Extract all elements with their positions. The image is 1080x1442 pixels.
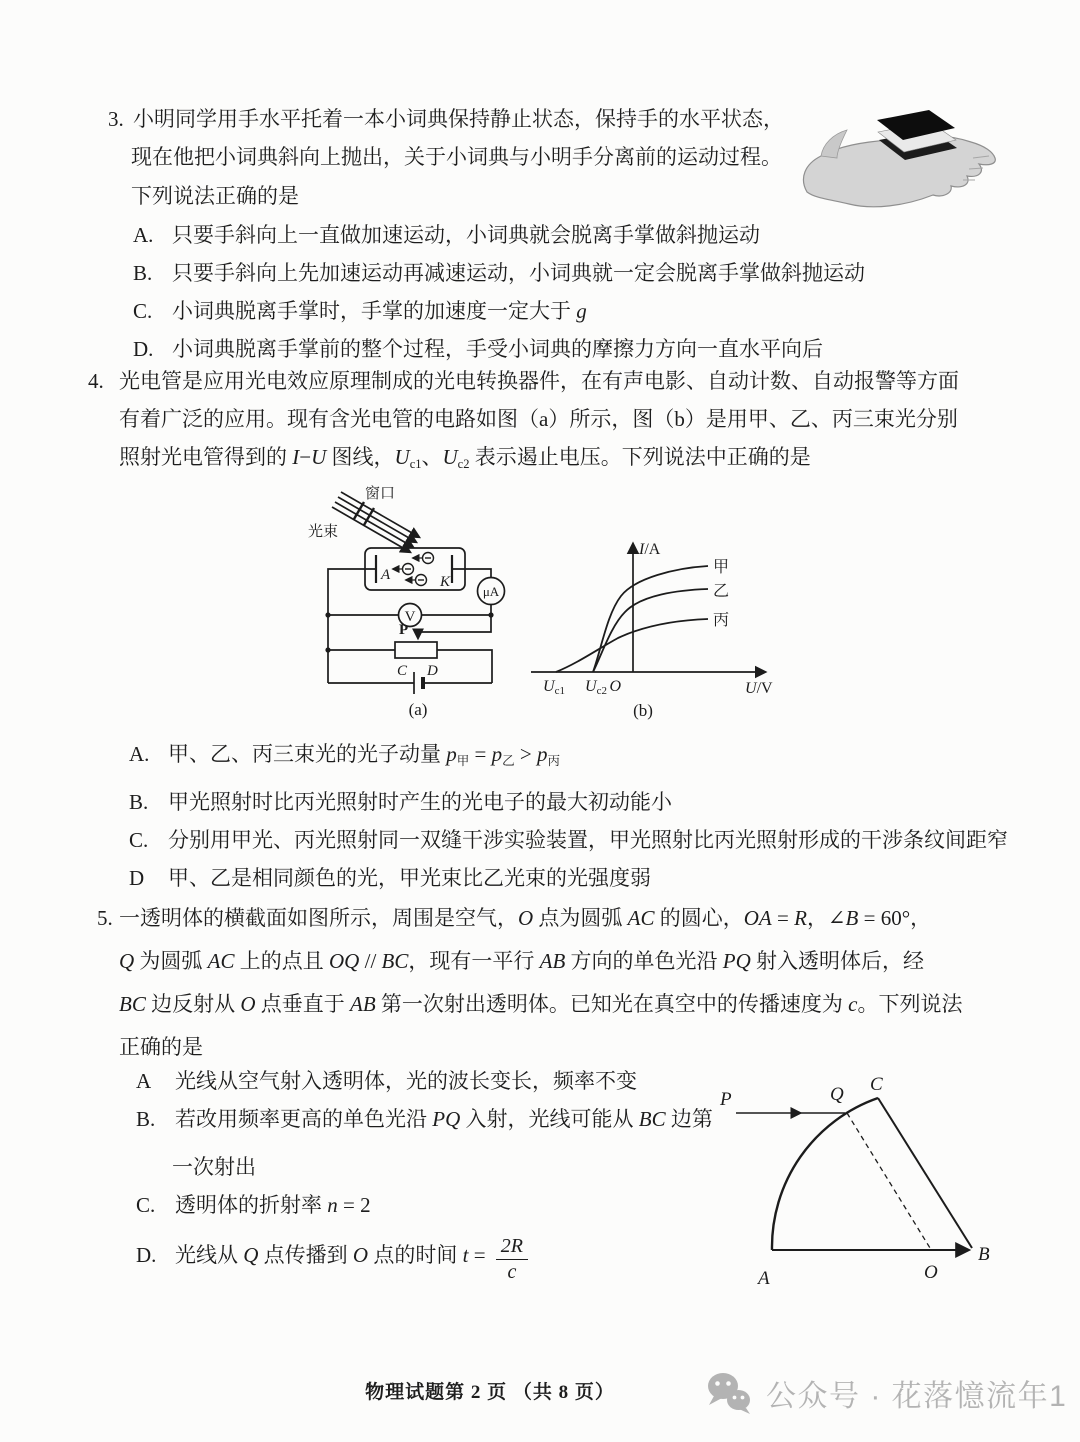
fig-b-caption: (b): [633, 701, 653, 720]
arc-ac: [772, 1098, 878, 1250]
point-b-label: B: [978, 1244, 990, 1265]
curve-bing: [556, 619, 708, 672]
voltmeter-label: V: [404, 609, 416, 625]
fig-a-caption: (a): [408, 700, 428, 719]
electron: [413, 553, 434, 564]
q4-option-c-label: C.: [129, 828, 149, 852]
resistor-right-wire: [437, 650, 492, 683]
fraction-2r-over-c: $\frac{2R}{c}$: [496, 1234, 528, 1285]
q5-option-b: B. 若改用频率更高的单色光沿 PQ 入射，光线可能从 BC 边第: [136, 1104, 713, 1134]
node-dot: [325, 612, 330, 617]
q3-statement-line-1: [108, 104, 784, 134]
q3-statement-line-3: 下列说法正确的是: [131, 184, 299, 208]
terminal-d-label: D: [427, 663, 438, 679]
q4-statement-line-1: [88, 366, 959, 396]
q4-option-b-label: B.: [129, 790, 149, 814]
q3-option-d-label: D.: [133, 337, 154, 361]
point-a-label: A: [758, 1268, 770, 1289]
q5-option-c: C. 透明体的折射率 n = 2: [136, 1190, 371, 1220]
cathode-label: K: [440, 574, 451, 590]
curve-yi: [593, 589, 708, 672]
point-p-label: P: [720, 1089, 732, 1110]
q5-statement-line-1: [97, 903, 931, 933]
slider-lead-wire: [418, 615, 491, 632]
curve-bing-label: 丙: [713, 612, 730, 629]
beam-label: 光束: [308, 524, 339, 540]
uc2-label: Uc2: [585, 678, 607, 697]
point-o-label: O: [924, 1262, 938, 1283]
y-axis-label: I/A: [639, 541, 661, 558]
q5-option-a: A 光线从空气射入透明体，光的波长变长，频率不变: [136, 1066, 637, 1096]
terminal-c-label: C: [397, 663, 408, 679]
q3-option-c-label: C.: [133, 299, 153, 323]
watermark: [706, 1371, 1067, 1415]
watermark-text: 公众号 · 花落憶流年1: [766, 1380, 1068, 1413]
page-footer: 物理试题第 2 页 （共 8 页）: [365, 1382, 615, 1403]
electron: [393, 564, 414, 575]
q5-option-d: D. 光线从 Q 点传播到 O 点的时间 t = $\frac{2R}{c}$: [136, 1234, 528, 1285]
hand-photo: [793, 96, 1013, 236]
point-q-label: Q: [830, 1084, 844, 1105]
x-axis-label: U/V: [745, 680, 773, 697]
prism-diagram: [700, 1062, 1020, 1297]
q4-option-c: C. 分别用甲光、丙光照射同一双缝干涉实验装置，甲光照射比丙光照射形成的干涉条纹间距窄: [129, 825, 1008, 855]
cathode-to-ammeter-wire: [452, 569, 491, 577]
q5-line-1-text: 一透明体的横截面如图所示，周围是空气，O 点为圆弧 AC 的圆心，OA = R，∠B = 60°，: [119, 906, 932, 930]
q3-option-a: A. 只要手斜向上一直做加速运动，小词典就会脱离手掌做斜抛运动: [133, 220, 760, 250]
dashed-qo: [847, 1113, 930, 1248]
slider-label: P: [399, 622, 409, 638]
q5-option-c-label: C.: [136, 1193, 156, 1217]
q3-option-c: C. 小词典脱离手掌时，手掌的加速度一定大于 g: [133, 296, 587, 326]
circuit-diagram: [308, 482, 523, 722]
q3-option-b: B. 只要手斜向上先加速运动再减速运动，小词典就一定会脱离手掌做斜抛运动: [133, 258, 865, 288]
q4-number: 4.: [88, 369, 104, 393]
line-cb: [878, 1098, 972, 1248]
q5-option-b-cont: 一次射出: [172, 1155, 256, 1179]
node-dot: [488, 612, 493, 617]
potentiometer: [395, 642, 437, 658]
q4-option-b: B. 甲光照射时比丙光照射时产生的光电子的最大初动能小: [129, 787, 672, 817]
q4-statement-line-2: 有着广泛的应用。现有含光电管的电路如图（a）所示，图（b）是用甲、乙、丙三束光分别: [119, 407, 958, 431]
anode-label: A: [381, 567, 391, 583]
curve-jia: [593, 566, 708, 672]
q5-option-d-label: D.: [136, 1243, 157, 1267]
curve-yi-label: 乙: [713, 583, 730, 600]
q5-option-b-label: B.: [136, 1107, 156, 1131]
uc1-label: Uc1: [543, 678, 565, 697]
q3-number: 3.: [108, 107, 124, 131]
q5-statement-line-3: BC 边反射从 O 点垂直于 AB 第一次射出透明体。已知光在真空中的传播速度为 c。下列说法: [119, 992, 963, 1016]
q3-option-d: D. 小词典脱离手掌前的整个过程，手受小词典的摩擦力方向一直水平向后: [133, 334, 823, 364]
q4-option-d: D 甲、乙是相同颜色的光，甲光束比乙光束的光强度弱: [129, 863, 651, 893]
q3-option-a-label: A.: [133, 223, 154, 247]
q3-line-1-text: 小明同学用手水平托着一本小词典保持静止状态，保持手的水平状态，: [133, 107, 784, 131]
q3-option-b-label: B.: [133, 261, 153, 285]
wechat-icon: [706, 1371, 752, 1415]
q4-option-a-label: A.: [129, 742, 150, 766]
curve-jia-label: 甲: [713, 559, 730, 576]
q5-number: 5.: [97, 906, 113, 930]
window-label: 窗口: [364, 486, 396, 502]
q5-statement-line-4: 正确的是: [119, 1035, 203, 1059]
light-beam-ray: [338, 497, 416, 542]
q4-option-a: A. 甲、乙、丙三束光的光子动量 p甲 = p乙 > p丙: [129, 739, 560, 776]
q4-line-1-text: 光电管是应用光电效应原理制成的光电转换器件，在有声电影、自动计数、自动报警等方面: [119, 369, 959, 393]
q5-statement-line-2: Q 为圆弧 AC 上的点且 OQ // BC，现有一平行 AB 方向的单色光沿 PQ 射入透明体后，经: [119, 949, 925, 973]
q5-option-a-label: A: [136, 1069, 152, 1093]
point-c-label: C: [870, 1074, 883, 1095]
left-rail-wire: [328, 569, 376, 683]
q4-option-d-label: D: [129, 866, 145, 890]
node-dot: [325, 647, 330, 652]
microammeter-label: μA: [482, 584, 500, 599]
q4-statement-line-3: 照射光电管得到的 I−U 图线，Uc1、Uc2 表示遏止电压。下列说法中正确的是: [119, 445, 811, 471]
q3-statement-line-2: 现在他把小词典斜向上抛出，关于小词典与小明手分离前的运动过程。: [131, 145, 782, 169]
origin-label: O: [609, 678, 621, 695]
iu-graph: [523, 528, 788, 720]
electron: [406, 575, 427, 586]
